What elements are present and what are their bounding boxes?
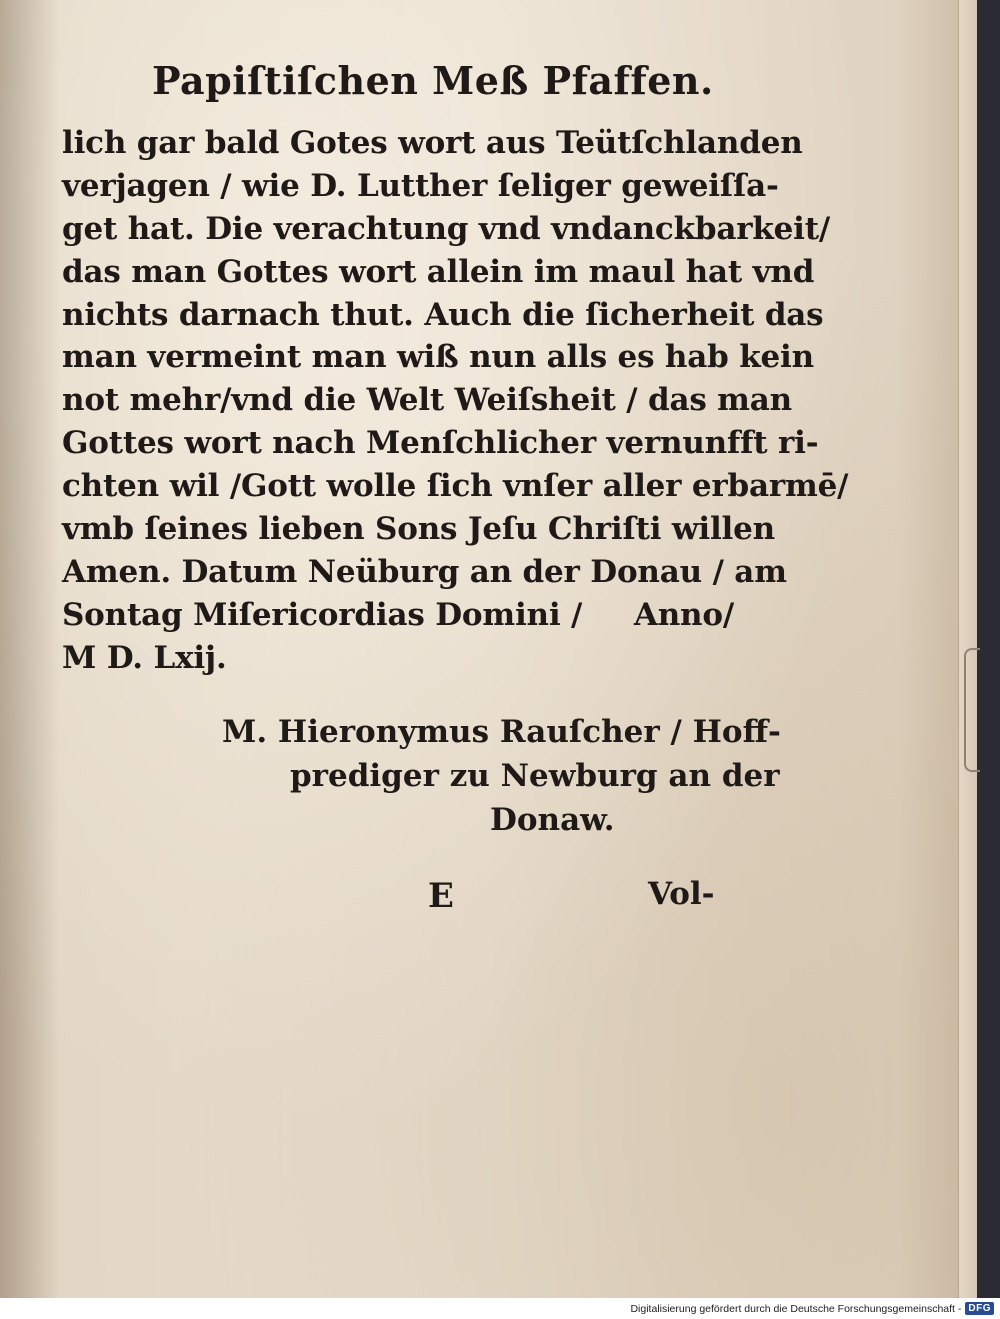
catchword: Vol-	[648, 876, 715, 912]
signature-mark: E	[428, 876, 454, 916]
signature-line: Donaw.	[490, 802, 615, 838]
footer-credit: Digitalisierung gefördert durch die Deutsche Forschungsgemeinschaft -	[630, 1302, 962, 1315]
body-text	[62, 122, 849, 680]
date-line-left: Sontag Miſericordias Domini /	[62, 596, 583, 633]
body-line: vmb ſeines lieben Sons Jeſu Chriſti willen	[62, 511, 775, 548]
page-fold-mark	[964, 648, 980, 772]
body-line: Amen. Datum Neüburg an der Donau / am	[62, 553, 787, 590]
body-line: chten wil /Gott wolle ſich vnſer aller erbarmē/	[62, 468, 849, 505]
signature-line: prediger zu Newburg an der	[290, 758, 780, 794]
body-line: nichts darnach thut. Auch die ſicherheit das	[62, 296, 824, 333]
body-line: Gottes wort nach Menſchlicher vernunfft ri-	[62, 425, 819, 462]
signature-line: M. Hieronymus Rauſcher / Hoff-	[222, 714, 781, 750]
year-line: M D. Lxij.	[62, 639, 227, 676]
running-heading: Papiſtiſchen Meß Pfaffen.	[152, 58, 714, 103]
date-line	[62, 594, 734, 637]
body-line: das man Gottes wort allein im maul hat vnd	[62, 253, 815, 290]
signature-block	[222, 710, 781, 842]
body-line: get hat. Die verachtung vnd vndanckbarkeit/	[62, 210, 830, 247]
dfg-logo: DFG	[965, 1302, 994, 1315]
body-line: not mehr/vnd die Welt Weiſsheit / das man	[62, 382, 793, 419]
body-line: verjagen / wie D. Lutther ſeliger geweiſſa-	[62, 167, 779, 204]
body-line: lich gar bald Gotes wort aus Teütſchlanden	[62, 125, 803, 161]
spine-shadow	[0, 0, 60, 1298]
body-line: man vermeint man wiß nun alls es hab kein	[62, 339, 814, 376]
footer-bar	[0, 1298, 1000, 1319]
date-line-right: Anno/	[633, 596, 734, 633]
